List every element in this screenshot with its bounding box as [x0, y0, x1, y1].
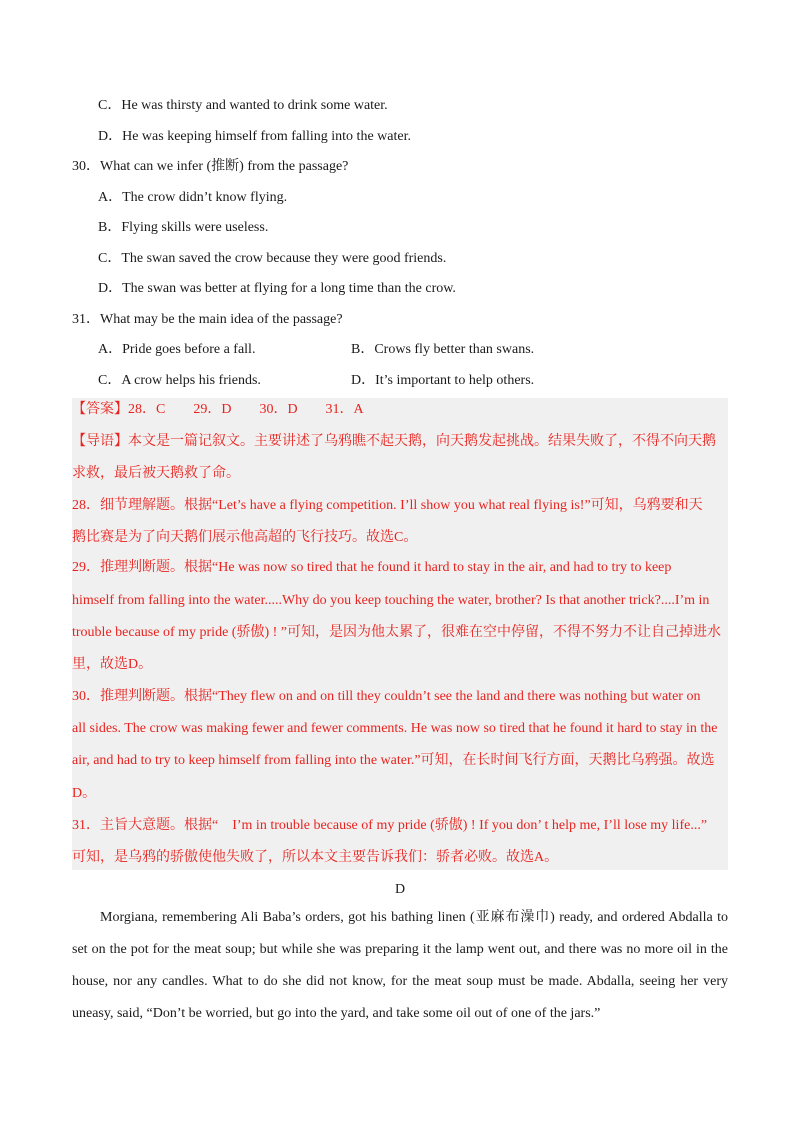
q31-option-b: B．Crows fly better than swans.: [351, 342, 535, 357]
answer-intro-line1: 【导语】本文是一篇记叙文。主要讲述了乌鸦瞧不起天鹅，向天鹅发起挑战。结果失败了，不得不向天鹅: [72, 434, 716, 449]
answer-28-line1: 28．细节理解题。根据“Let’s have a flying competition. I’ll show you what real flying is!”可知，乌鸦要和天: [72, 498, 703, 513]
passage-paragraph: Morgiana, remembering Ali Baba’s orders, got his bathing linen (亚麻布澡巾) ready, and ordered Abdalla to set on the pot for the meat soup; but while she was preparing it the lamp went out, and there was no more oil in the house, nor any candles. What to do she did not know, for the meat soup must be made. Abdalla, seeing her very uneasy, said, “Don’t be worried, but go into the yard, and take some oil out of one of the jars.”: [72, 910, 728, 1021]
answer-31-line2: 可知，是乌鸦的骄傲使他失败了，所以本文主要告诉我们：骄者必败。故选A。: [72, 850, 559, 865]
section-label: D: [394, 882, 406, 897]
q29-option-c: C．He was thirsty and wanted to drink some water.: [98, 98, 388, 113]
answer-key: 【答案】28．C 29．D 30．D 31．A: [72, 402, 364, 417]
answer-31-line1: 31．主旨大意题。根据“ I’m in trouble because of my pride (骄傲) ! If you don’ t help me, I’ll lose my life...”: [72, 818, 708, 833]
q29-option-d: D．He was keeping himself from falling into the water.: [98, 129, 411, 144]
q30-option-d: D．The swan was better at flying for a long time than the crow.: [98, 281, 456, 296]
q30-option-c: C．The swan saved the crow because they were good friends.: [98, 251, 447, 266]
q30-option-b: B．Flying skills were useless.: [98, 220, 269, 235]
answer-29-line3: trouble because of my pride (骄傲) ! ”可知，是因为他太累了，很难在空中停留，不得不努力不让自己掉进水: [72, 625, 721, 640]
answer-intro-line2: 求救，最后被天鹅救了命。: [72, 466, 240, 481]
q30-stem: 30．What can we infer (推断) from the passage?: [72, 159, 349, 174]
q31-option-c: C．A crow helps his friends.: [98, 373, 261, 388]
q31-stem: 31．What may be the main idea of the passage?: [72, 312, 343, 327]
answer-29-line4: 里，故选D。: [72, 657, 153, 672]
q31-option-d: D．It’s important to help others.: [351, 373, 535, 388]
answer-30-line3: air, and had to try to keep himself from falling into the water.”可知，在长时间飞行方面，天鹅比乌鸦强。故选: [72, 753, 715, 768]
answer-30-line4: D。: [72, 786, 97, 801]
answer-30-line2: all sides. The crow was making fewer and fewer comments. He was now so tired that he found it hard to stay in the: [72, 721, 718, 736]
answer-28-line2: 鹅比赛是为了向天鹅们展示他高超的飞行技巧。故选C。: [72, 530, 418, 545]
answer-29-line1: 29．推理判断题。根据“He was now so tired that he found it hard to stay in the air, and had to try to keep: [72, 560, 672, 575]
q30-option-a: A．The crow didn’t know flying.: [98, 190, 288, 205]
answer-29-line2: himself from falling into the water.....Why do you keep touching the water, brother? Is that another trick?....I’m in: [72, 593, 710, 608]
answer-30-line1: 30．推理判断题。根据“They flew on and on till they couldn’t see the land and there was nothing but water on: [72, 689, 701, 704]
q31-option-a: A．Pride goes before a fall.: [98, 342, 256, 357]
